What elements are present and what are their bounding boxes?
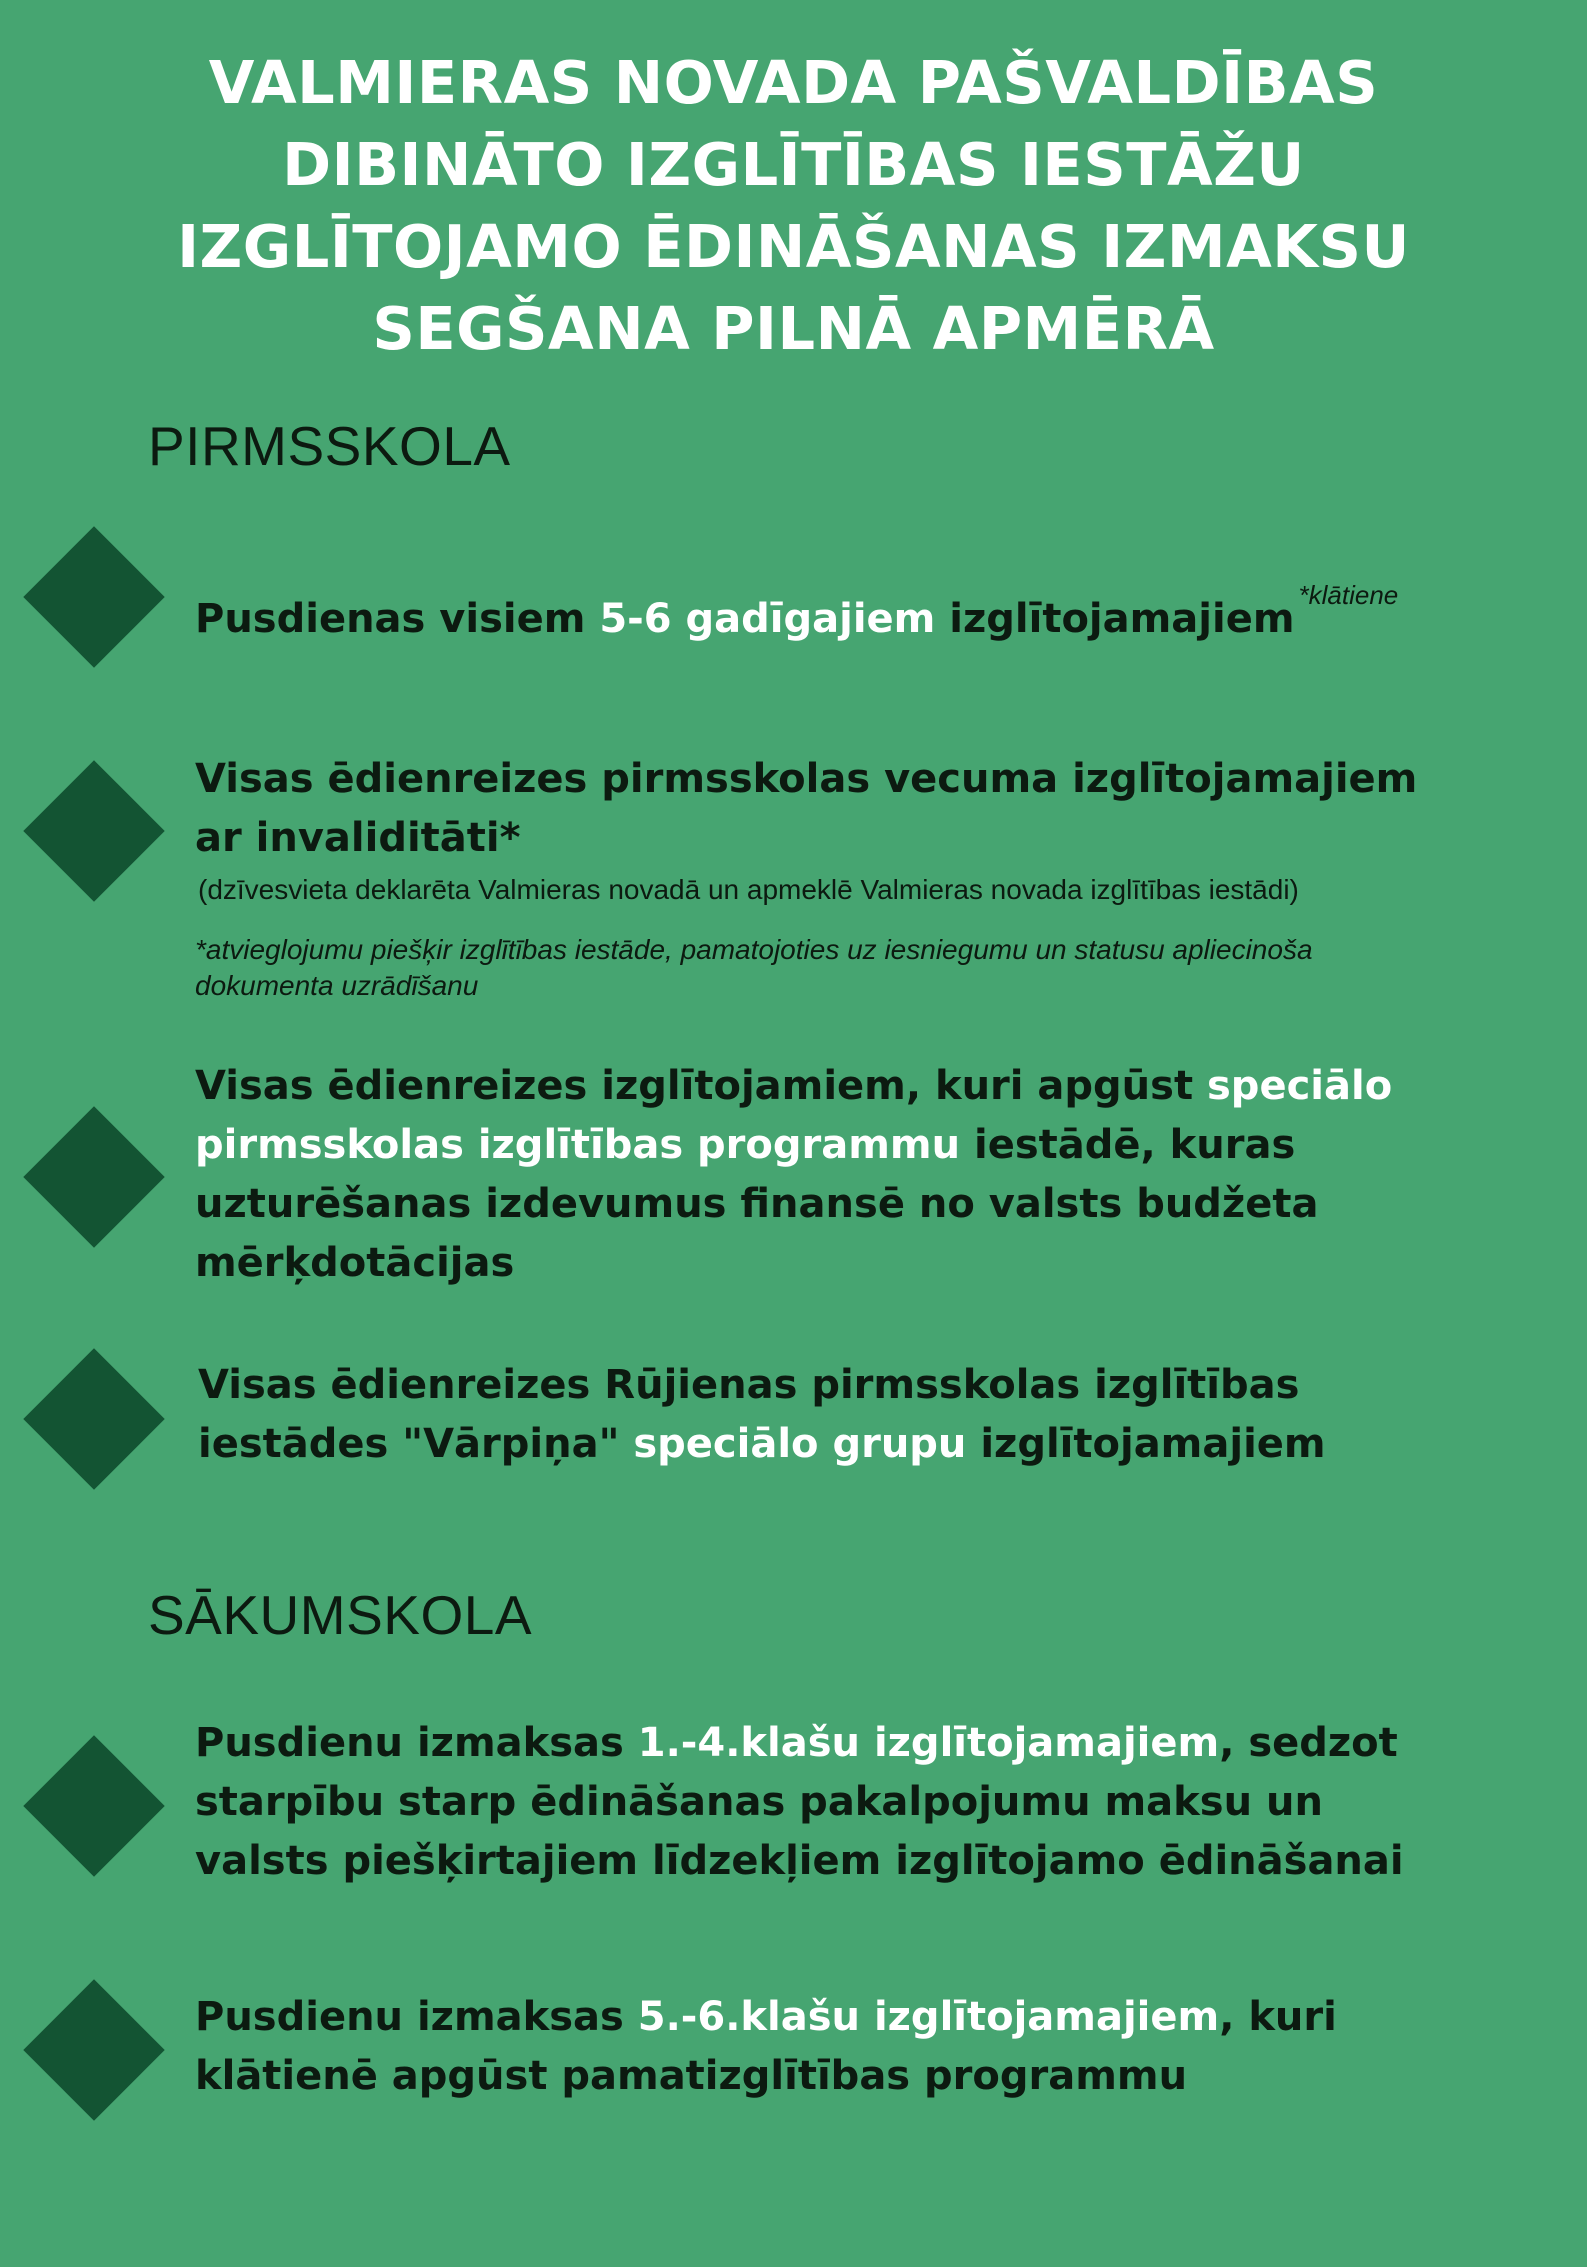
benefit-line: mērķdotācijas <box>195 1240 515 1286</box>
diamond-bullet <box>23 760 164 901</box>
benefit-highlight: 1.-4.klašu izglītojamajiem <box>637 1720 1220 1766</box>
benefit-highlight: speciālo <box>1207 1063 1393 1109</box>
benefit-line: Visas ēdienreizes Rūjienas pirmsskolas izglītības <box>198 1362 1300 1408</box>
footnote-line: dokumenta uzrādīšanu <box>195 970 479 1001</box>
diamond-bullet <box>23 1348 164 1489</box>
benefit-highlight: speciālo grupu <box>633 1421 967 1467</box>
benefit-item-grades-1-4 <box>195 1714 1535 1891</box>
benefit-text: Pusdienas visiem <box>195 596 600 642</box>
benefit-text: Visas ēdienreizes izglītojamiem, kuri apgūst <box>195 1063 1207 1109</box>
benefit-item-disability <box>195 750 1535 868</box>
title-line-4: SEGŠANA PILNĀ APMĒRĀ <box>372 294 1215 363</box>
benefit-line: valsts piešķirtajiem līdzekļiem izglītojamo ēdināšanai <box>195 1838 1404 1884</box>
benefit-text: iestādes "Vārpiņa" <box>198 1421 634 1467</box>
benefit-line <box>195 1714 1535 1773</box>
benefit-line <box>195 566 1535 649</box>
benefit-text: , kuri <box>1219 1994 1337 2040</box>
benefit-line <box>198 1415 1538 1474</box>
benefit-text: , sedzot <box>1219 1720 1398 1766</box>
benefit-line <box>195 1116 1535 1175</box>
benefit-highlight: 5-6 gadīgajiem <box>599 596 936 642</box>
section-heading-primary: SĀKUMSKOLA <box>148 1584 533 1646</box>
benefit-line: uzturēšanas izdevumus finansē no valsts budžeta <box>195 1181 1319 1227</box>
footnote-line: *atvieglojumu piešķir izglītības iestāde, pamatojoties uz iesniegumu un statusu apliecinoša <box>195 934 1313 965</box>
page-title <box>60 42 1527 370</box>
benefit-text: izglītojamajiem <box>966 1421 1326 1467</box>
benefit-item-grades-5-6 <box>195 1988 1535 2106</box>
benefit-item-preschool-lunch <box>195 566 1535 649</box>
benefit-highlight: 5.-6.klašu izglītojamajiem <box>637 1994 1220 2040</box>
diamond-bullet <box>23 1979 164 2120</box>
benefit-highlight: pirmsskolas izglītības programmu <box>195 1122 961 1168</box>
benefit-line: starpību starp ēdināšanas pakalpojumu maksu un <box>195 1779 1323 1825</box>
section-heading-preschool: PIRMSSKOLA <box>148 415 511 477</box>
diamond-bullet <box>23 1106 164 1247</box>
diamond-bullet <box>23 1735 164 1876</box>
benefit-line <box>195 1057 1535 1116</box>
title-line-1: VALMIERAS NOVADA PAŠVALDĪBAS <box>208 48 1379 117</box>
diamond-bullet <box>23 526 164 667</box>
benefit-line: klātienē apgūst pamatizglītības programmu <box>195 2053 1188 2099</box>
benefit-text: Pusdienu izmaksas <box>195 1994 638 2040</box>
footnote <box>195 932 1555 1004</box>
benefit-line <box>195 1988 1535 2047</box>
benefit-line: ar invaliditāti* <box>195 815 521 861</box>
benefit-line: Visas ēdienreizes pirmsskolas vecuma izglītojamajiem <box>195 756 1418 802</box>
title-line-3: IZGLĪTOJAMO ĒDINĀŠANAS IZMAKSU <box>177 212 1410 281</box>
benefit-item-rujiena <box>198 1356 1538 1474</box>
benefit-text: Pusdienu izmaksas <box>195 1720 638 1766</box>
title-line-2: DIBINĀTO IZGLĪTĪBAS IESTĀŽU <box>282 130 1305 199</box>
benefit-text: izglītojamajiem <box>935 596 1295 642</box>
benefit-item-special-program <box>195 1057 1535 1293</box>
residence-note: (dzīvesvieta deklarēta Valmieras novadā un apmeklē Valmieras novada izglītības iestādi) <box>198 874 1299 905</box>
benefit-text: iestādē, kuras <box>960 1122 1296 1168</box>
footnote-marker: *klātiene <box>1298 580 1399 610</box>
